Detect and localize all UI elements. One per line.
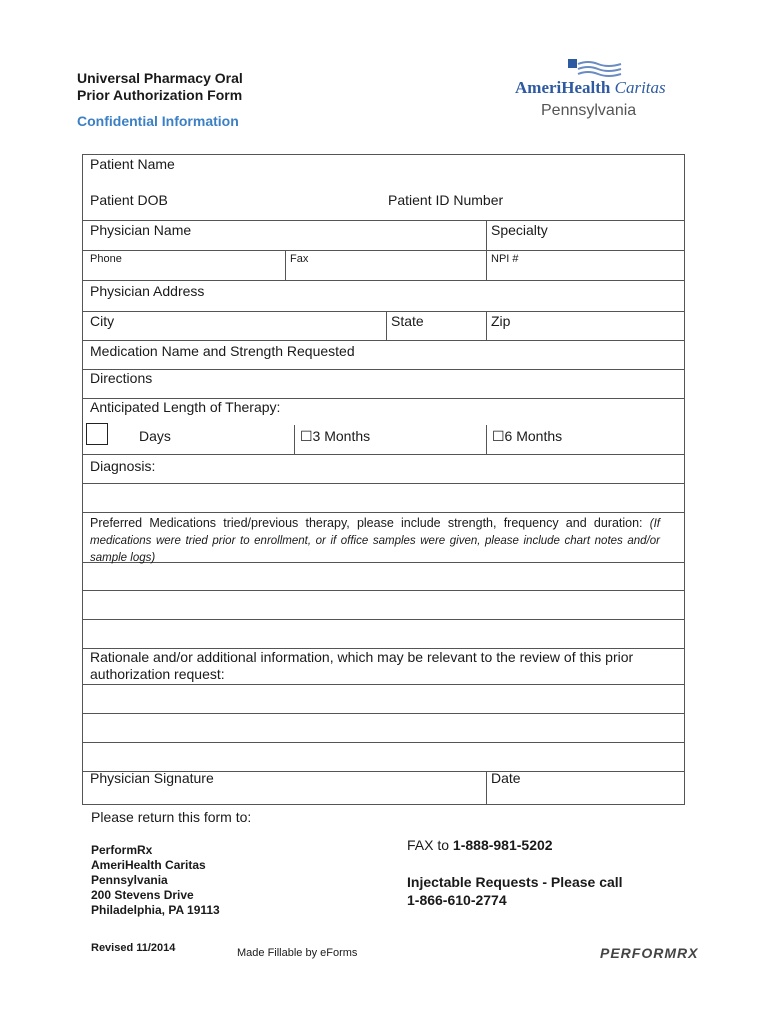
preferred-meds-label: Preferred Medications tried/previous therapy, please include strength, frequency and duration: <box>90 516 643 530</box>
therapy-length-label: Anticipated Length of Therapy: <box>90 399 281 415</box>
medication-field[interactable]: Medication Name and Strength Requested <box>90 343 355 359</box>
three-months-checkbox[interactable]: ☐3 Months <box>300 428 371 444</box>
physician-signature-field[interactable]: Physician Signature <box>90 770 214 786</box>
state-field[interactable]: State <box>391 313 424 329</box>
return-instructions: Please return this form to: <box>91 809 252 825</box>
injectable-instructions: Injectable Requests - Please call 1-866-610-2774 <box>407 874 623 908</box>
patient-id-field[interactable]: Patient ID Number <box>388 192 504 208</box>
phone-field[interactable]: Phone <box>90 253 122 265</box>
fax-instructions: FAX to 1-888-981-5202 <box>407 837 553 853</box>
patient-dob-field[interactable]: Patient DOB <box>90 192 168 208</box>
logo-flag-icon <box>566 58 626 80</box>
rationale-field[interactable]: Rationale and/or additional information, which may be relevant to the review of this prior authorization request: <box>90 649 634 682</box>
fax-field[interactable]: Fax <box>290 253 309 265</box>
performrx-logo: PERFORMRX <box>600 945 699 961</box>
injectable-phone: 1-866-610-2774 <box>407 892 507 908</box>
date-field[interactable]: Date <box>491 770 521 786</box>
specialty-field[interactable]: Specialty <box>491 222 548 238</box>
form-title <box>77 70 243 104</box>
made-fillable-note: Made Fillable by eForms <box>237 947 358 959</box>
revised-date: Revised 11/2014 <box>91 942 176 954</box>
zip-field[interactable]: Zip <box>491 313 511 329</box>
preferred-meds-field[interactable] <box>90 515 660 566</box>
amerihealth-logo <box>512 58 682 128</box>
return-address: PerformRx AmeriHealth Caritas Pennsylvania 200 Stevens Drive Philadelphia, PA 19113 <box>91 843 220 917</box>
patient-name-field[interactable]: Patient Name <box>90 156 175 172</box>
npi-field[interactable]: NPI # <box>491 253 519 265</box>
directions-field[interactable]: Directions <box>90 370 153 386</box>
city-field[interactable]: City <box>90 313 115 329</box>
authorization-form <box>82 154 685 805</box>
six-months-checkbox[interactable]: ☐6 Months <box>492 428 563 444</box>
preferred-meds-note: (If medications were tried prior to enrollment, or if office samples were given, please include chart notes and/or sample logs) <box>90 518 660 564</box>
physician-address-field[interactable]: Physician Address <box>90 283 205 299</box>
confidential-label: Confidential Information <box>77 113 239 129</box>
diagnosis-field[interactable]: Diagnosis: <box>90 458 156 474</box>
physician-name-field[interactable]: Physician Name <box>90 222 192 238</box>
days-label: Days <box>139 428 171 444</box>
days-checkbox[interactable] <box>86 423 108 445</box>
logo-wordmark: AmeriHealth Caritas <box>515 78 666 97</box>
title-line-2: Prior Authorization Form <box>77 87 243 103</box>
title-line-1: Universal Pharmacy Oral <box>77 70 243 86</box>
fax-number: 1-888-981-5202 <box>452 837 553 853</box>
logo-state: Pennsylvania <box>541 102 637 119</box>
